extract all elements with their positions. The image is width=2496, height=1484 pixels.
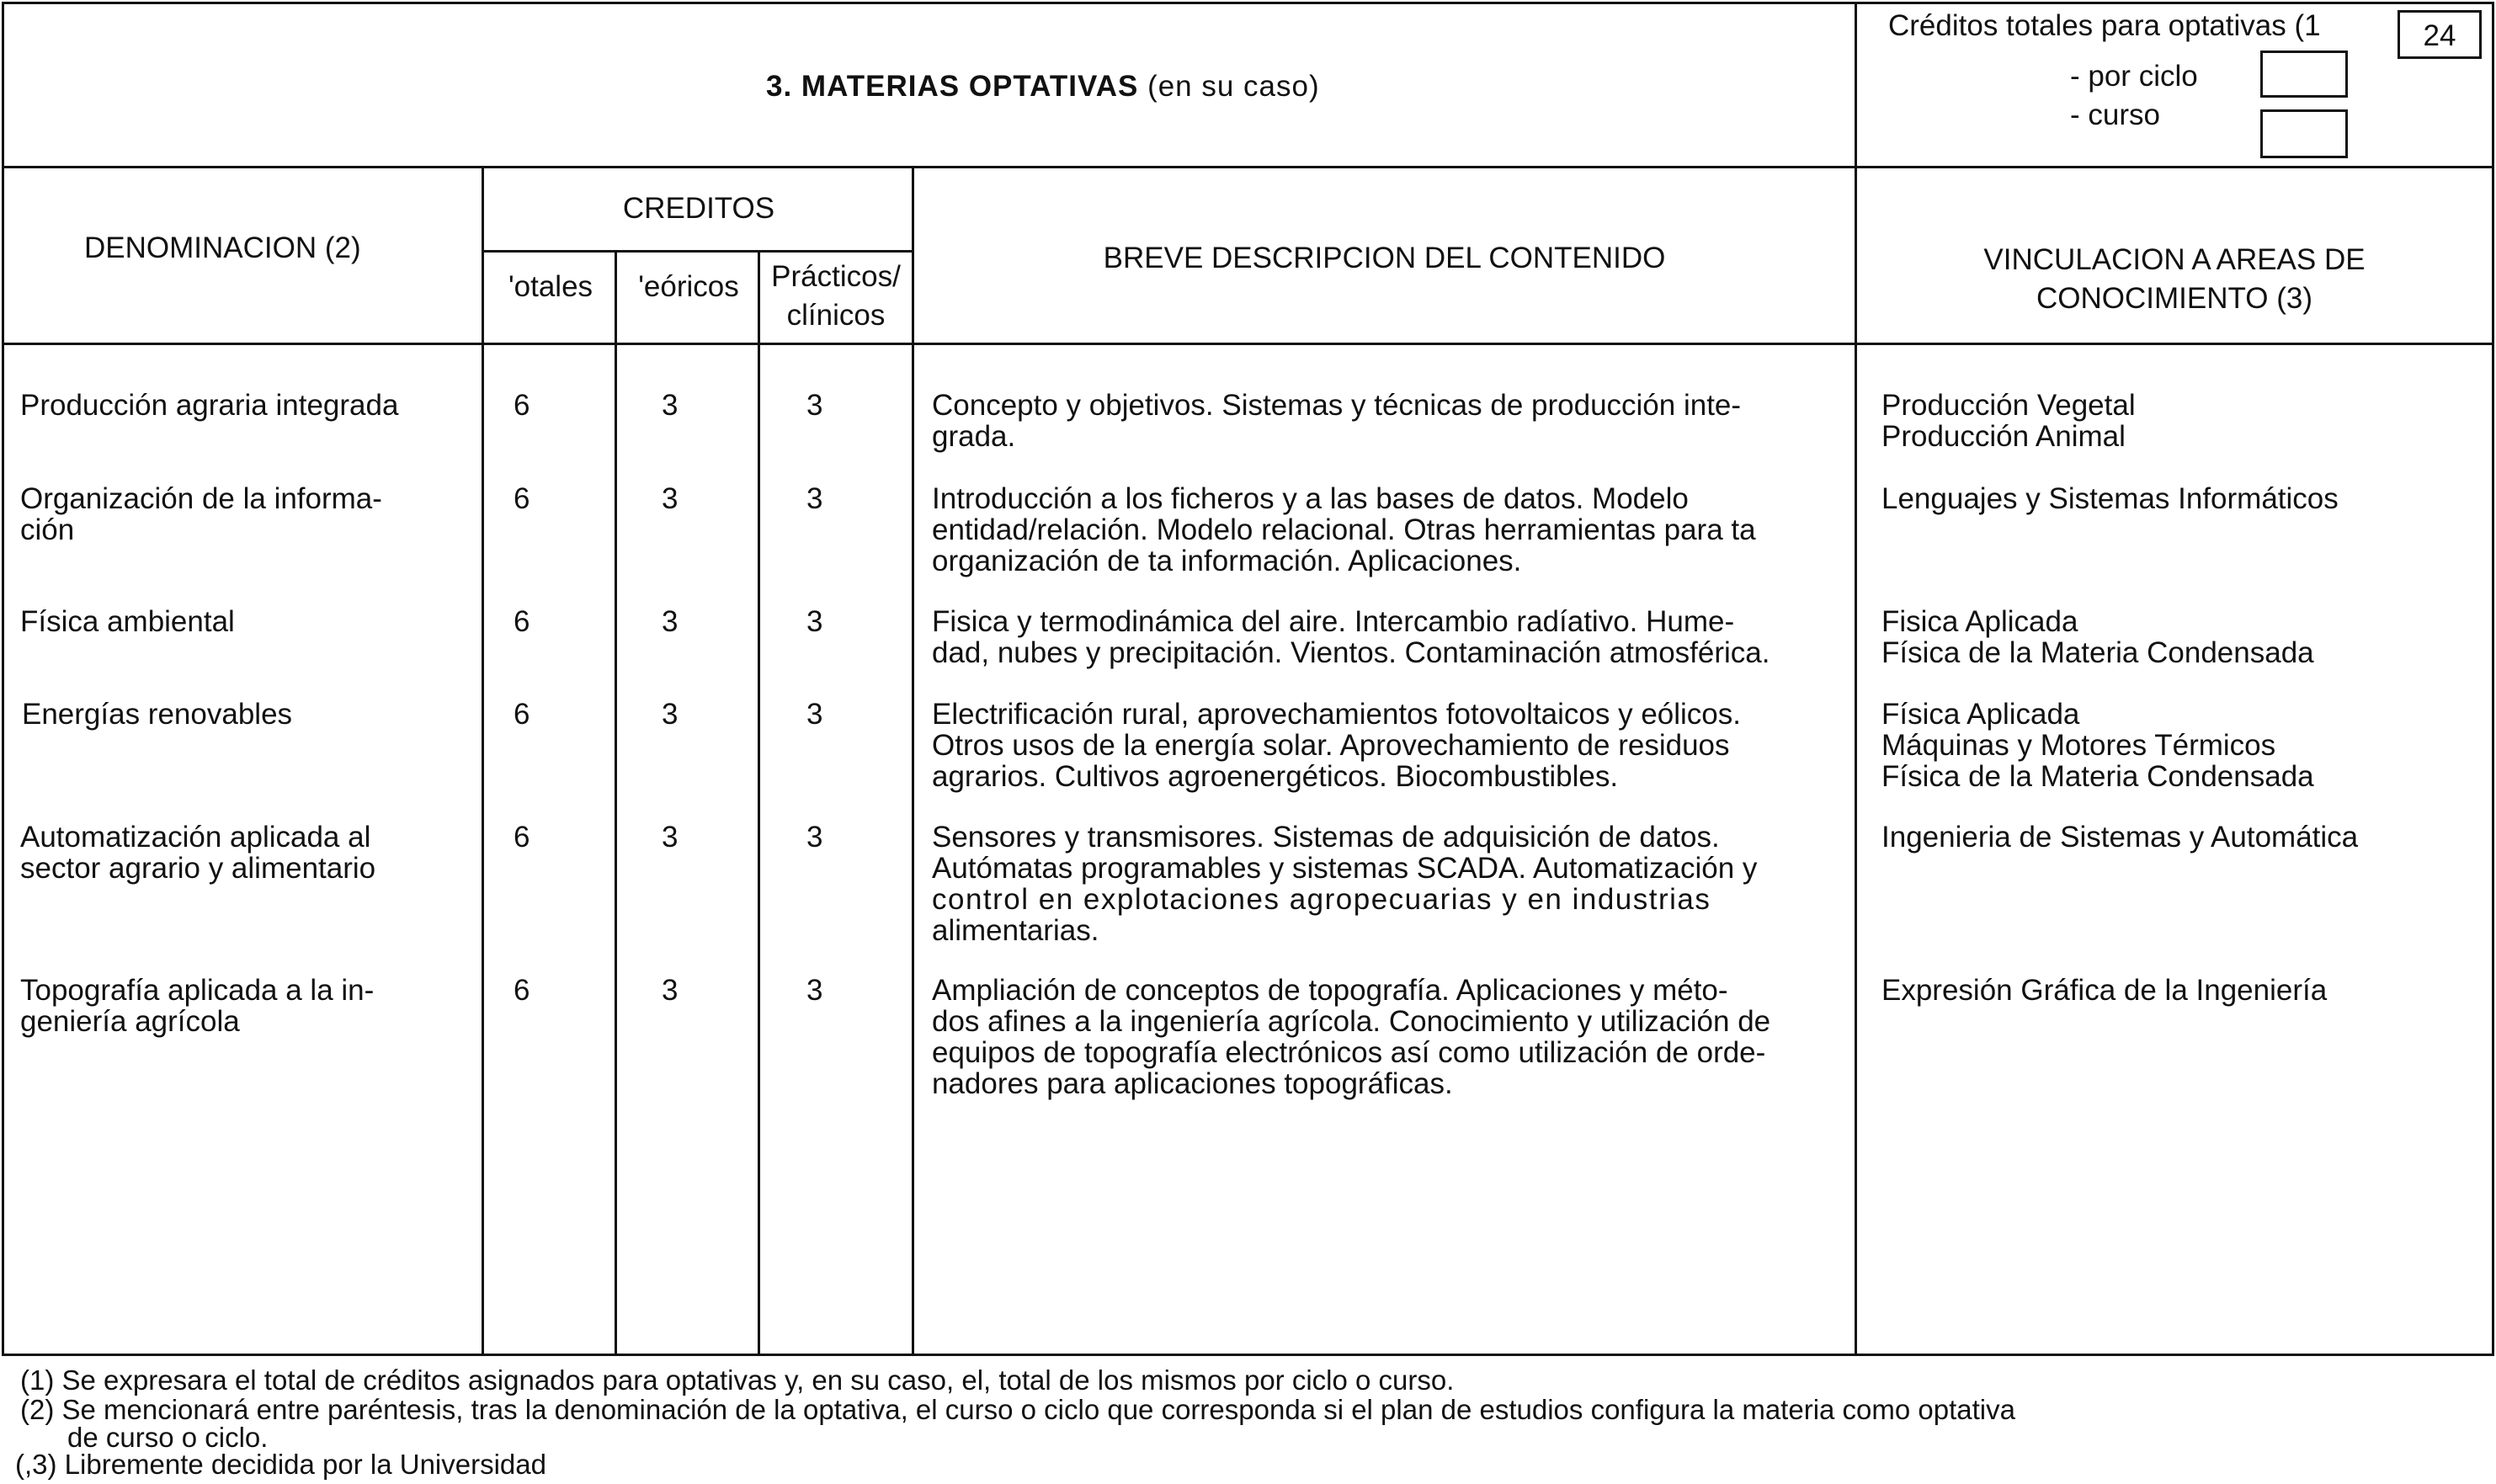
row-4-name-line-1: Energías renovables: [22, 698, 293, 731]
row-3-description-line-2: dad, nubes y precipitación. Vientos. Contaminación atmosférica.: [932, 636, 1770, 669]
row-3-teoricos: 3: [662, 605, 679, 638]
header-descripcion: BREVE DESCRIPCION DEL CONTENIDO: [1103, 242, 1666, 274]
row-5-name: [20, 822, 436, 884]
row-3-areas: [1881, 606, 2314, 668]
row-5-description-line-2: Autómatas programables y sistemas SCADA. Automatización y: [932, 852, 1758, 885]
practicos-column-left: [758, 253, 760, 1356]
credits-total-label: Créditos totales para optativas (1: [1888, 9, 2321, 42]
credits-header-separator: [1855, 2, 1857, 1356]
row-5-area-1: Ingenieria de Sistemas y Automática: [1881, 821, 2359, 854]
row-1-practicos: 3: [806, 389, 823, 422]
description-column-left: [912, 166, 914, 1356]
header-creditos: CREDITOS: [622, 192, 775, 225]
row-3-practicos: 3: [806, 605, 823, 638]
row-2-name-line-2: ción: [20, 513, 75, 546]
per-cycle-label: - por ciclo: [2070, 60, 2198, 93]
section-title-bold: 3. MATERIAS OPTATIVAS: [766, 70, 1139, 103]
row-4-description-line-3: agrarios. Cultivos agroenergéticos. Biocombustibles.: [932, 760, 1619, 793]
row-4-teoricos: 3: [662, 698, 679, 731]
row-3-name-line-1: Física ambiental: [20, 605, 235, 638]
creditos-subheader-divider: [482, 250, 914, 253]
row-6-area-1: Expresión Gráfica de la Ingeniería: [1881, 974, 2328, 1007]
row-5-practicos: 3: [806, 821, 823, 854]
per-course-label: - curso: [2070, 98, 2160, 131]
row-1-name-line-1: Producción agraria integrada: [20, 389, 399, 422]
row-2-description: [932, 483, 1843, 577]
row-1-totales: 6: [514, 389, 530, 422]
row-5-areas: [1881, 822, 2358, 853]
row-5-description-line-1: Sensores y transmisores. Sistemas de adquisición de datos.: [932, 821, 1720, 854]
row-3-name: [20, 606, 436, 637]
row-4-totales: 6: [514, 698, 530, 731]
row-4-description-line-1: Electrificación rural, aprovechamientos fotovoltaicos y eólicos.: [932, 698, 1741, 731]
row-6-practicos: 3: [806, 974, 823, 1007]
row-5-name-line-2: sector agrario y alimentario: [20, 852, 376, 885]
row-1-areas: [1881, 390, 2136, 452]
row-1-description-line-2: grada.: [932, 420, 1016, 453]
row-4-name: [22, 699, 438, 730]
row-3-description-line-1: Fisica y termodinámica del aire. Intercambio radíativo. Hume-: [932, 605, 1735, 638]
row-5-description-line-4: alimentarias.: [932, 914, 1099, 947]
row-6-description: [932, 975, 1843, 1099]
row-6-description-line-4: nadores para aplicaciones topográficas.: [932, 1067, 1453, 1100]
row-1-description-line-1: Concepto y objetivos. Sistemas y técnicas de producción inte-: [932, 389, 1742, 422]
row-6-description-line-2: dos afines a la ingeniería agrícola. Conocimiento y utilización de: [932, 1005, 1771, 1038]
row-2-teoricos: 3: [662, 482, 679, 515]
row-2-description-line-3: organización de ta información. Aplicaciones.: [932, 545, 1522, 577]
table-row-name: [20, 390, 436, 421]
row-2-totales: 6: [514, 482, 530, 515]
row-3-area-2: Física de la Materia Condensada: [1881, 636, 2314, 669]
row-2-description-line-2: entidad/relación. Modelo relacional. Otras herramientas para ta: [932, 513, 1756, 546]
row-2-area-1: Lenguajes y Sistemas Informáticos: [1881, 482, 2339, 515]
header-teoricos: 'eóricos: [638, 270, 739, 303]
row-4-description-line-2: Otros usos de la energía solar. Aprovechamiento de residuos: [932, 729, 1730, 762]
header-denominacion: DENOMINACION (2): [84, 231, 361, 264]
table-top-border: [2, 2, 2494, 4]
row-3-description: [932, 606, 1843, 668]
row-3-area-1: Fisica Aplicada: [1881, 605, 2078, 638]
section-title: [766, 71, 1320, 102]
row-6-description-line-3: equipos de topografía electrónicos así como utilización de orde-: [932, 1036, 1766, 1069]
row-2-areas: [1881, 483, 2339, 514]
row-4-areas: [1881, 699, 2314, 792]
row-1-area-1: Producción Vegetal: [1881, 389, 2136, 422]
row-1-description: [932, 390, 1843, 452]
row-6-name-line-1: Topografía aplicada a la in-: [20, 974, 375, 1007]
row-4-description: [932, 699, 1843, 792]
row-6-name-line-2: geniería agrícola: [20, 1005, 240, 1038]
row-4-practicos: 3: [806, 698, 823, 731]
footnote-2-continued: de curso o ciclo.: [67, 1422, 269, 1453]
credits-total-value: 24: [2423, 19, 2456, 52]
header-practicos-line2: clínicos: [786, 299, 886, 332]
table-right-border: [2492, 2, 2494, 1356]
totales-column-left: [482, 166, 484, 1356]
row-5-teoricos: 3: [662, 821, 679, 854]
footnote-2: (2) Se mencionará entre paréntesis, tras la denominación de la optativa, el curso o ciclo que corresponda si el plan de estudios configura la materia como optativa: [20, 1394, 2015, 1425]
row-1-teoricos: 3: [662, 389, 679, 422]
header-divider: [2, 166, 2494, 168]
header-vinculacion-line1: VINCULACION A AREAS DE: [1983, 243, 2366, 276]
row-1-area-2: Producción Animal: [1881, 420, 2126, 453]
row-5-description: [932, 822, 1843, 946]
row-6-description-line-1: Ampliación de conceptos de topografía. Aplicaciones y méto-: [932, 974, 1728, 1007]
table-left-border: [2, 2, 4, 1356]
row-2-practicos: 3: [806, 482, 823, 515]
row-4-area-2: Máquinas y Motores Térmicos: [1881, 729, 2276, 762]
header-vinculacion-line2: CONOCIMIENTO (3): [2036, 282, 2312, 315]
table-bottom-border: [2, 1354, 2494, 1356]
row-2-description-line-1: Introducción a los ficheros y a las bases de datos. Modelo: [932, 482, 1689, 515]
row-6-teoricos: 3: [662, 974, 679, 1007]
row-2-name: [20, 483, 436, 545]
row-5-description-line-3: control en explotaciones agropecuarias y en industrias: [932, 883, 1711, 916]
row-6-totales: 6: [514, 974, 530, 1007]
row-4-area-1: Física Aplicada: [1881, 698, 2080, 731]
credits-total-box: [2398, 10, 2482, 59]
footnote-1: (1) Se expresara el total de créditos asignados para optativas y, en su caso, el, total de los mismos por ciclo o curso.: [20, 1364, 1455, 1396]
per-course-box: [2260, 109, 2348, 158]
per-cycle-box: [2260, 51, 2348, 98]
section-title-rest: (en su caso): [1147, 70, 1320, 103]
row-6-areas: [1881, 975, 2327, 1006]
row-2-name-line-1: Organización de la informa-: [20, 482, 382, 515]
footnote-3: (,3) Libremente decidida por la Universidad: [15, 1449, 546, 1480]
row-6-name: [20, 975, 436, 1037]
row-4-area-3: Física de la Materia Condensada: [1881, 760, 2314, 793]
row-5-name-line-1: Automatización aplicada al: [20, 821, 371, 854]
header-practicos-line1: Prácticos/: [771, 260, 901, 293]
header-totales: 'otales: [508, 270, 593, 303]
teoricos-column-left: [615, 253, 617, 1356]
row-3-totales: 6: [514, 605, 530, 638]
column-header-divider: [2, 343, 2494, 345]
row-5-totales: 6: [514, 821, 530, 854]
